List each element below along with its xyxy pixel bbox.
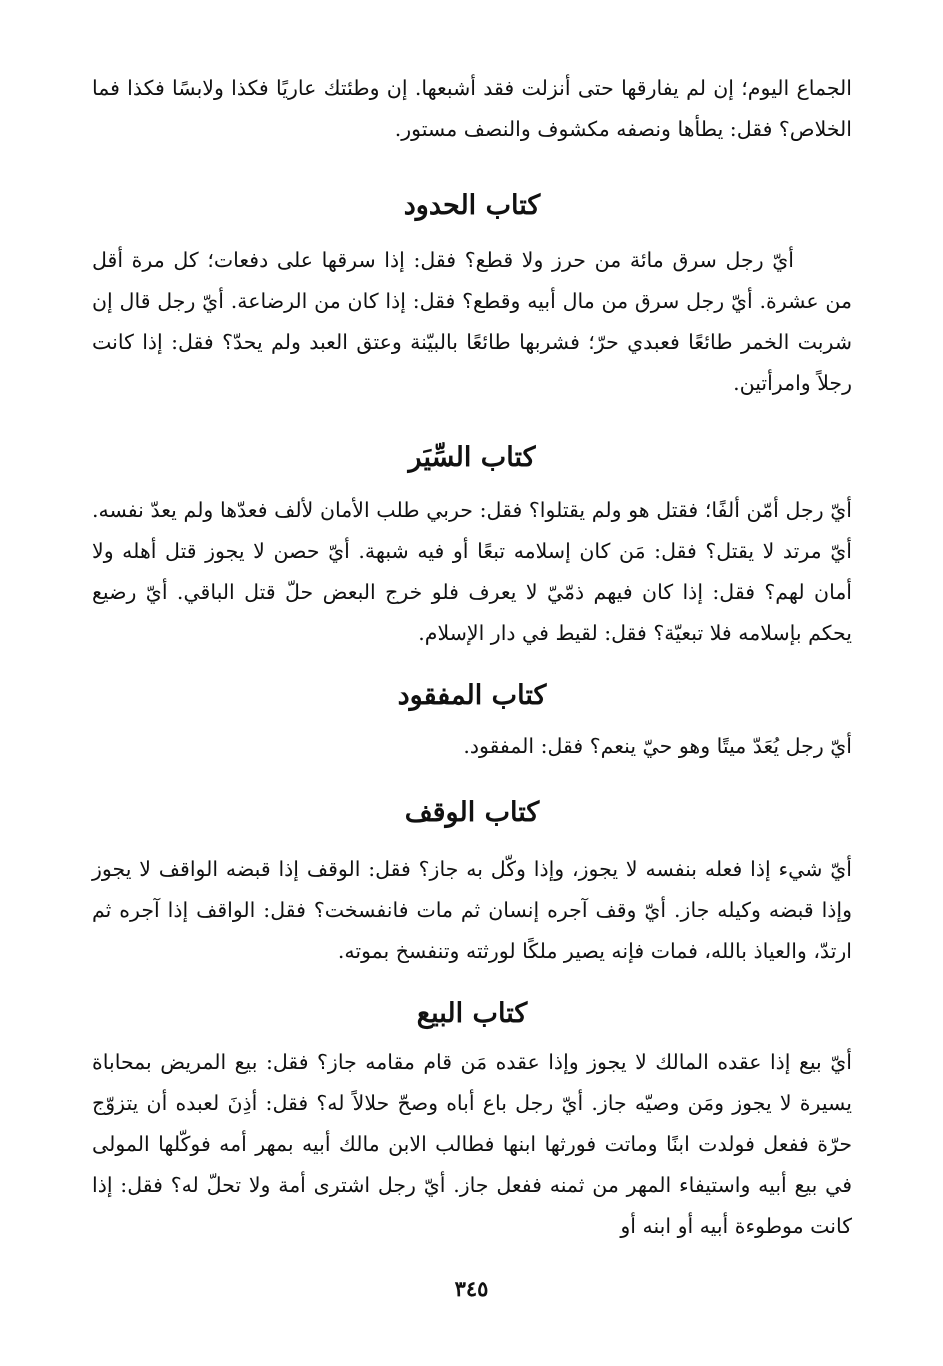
heading-kitab-al-mafqud: كتاب المفقود xyxy=(397,680,547,711)
heading-kitab-al-siyar: كتاب السِّيَر xyxy=(408,442,536,473)
paragraph-continuation: الجماع اليوم؛ إن لم يفارقها حتى أنزلت فقد أشبعها. إن وطئتك عاريًا فكذا ولابسًا فكذا فما الخلاص؟ فقل: يطأها ونصفه مكشوف والنصف مستور. xyxy=(92,76,852,141)
heading-kitab-al-waqf: كتاب الوقف xyxy=(404,797,540,828)
paragraph-siyar: أيّ رجل أمّن ألفًا؛ فقتل هو ولم يقتلوا؟ فقل: حربي طلب الأمان لألف فعدّها ولم يعدّ نفسه. أيّ مرتد لا يقتل؟ فقل: مَن كان إسلامه تبعًا أو فيه شبهة. أيّ حصن لا يجوز قتل أهله ولا أمان لهم؟ فقل: إذا كان فيهم ذمّيّ لا يعرف فلو خرج البعض حلّ قتل الباقي. أيّ رضيع يحكم بإسلامه فلا تبعيّة؟ فقل: لقيط في دار الإسلام. xyxy=(92,498,852,645)
paragraph-mafqud: أيّ رجل يُعَدّ ميتًا وهو حيّ ينعم؟ فقل: المفقود. xyxy=(463,734,852,758)
paragraph-hudud: أيّ رجل سرق مائة من حرز ولا قطع؟ فقل: إذا سرقها على دفعات؛ كل مرة أقل من عشرة. أيّ رجل سرق من مال أبيه وقطع؟ فقل: إذا كان من الرضاعة. أيّ رجل قال إن شربت الخمر طائعًا فعبدي حرّ؛ فشربها طائعًا بالبيّنة وعتق العبد ولم يحدّ؟ فقل: إذا كانت رجلاً وامرأتين. xyxy=(92,248,852,395)
paragraph-waqf: أيّ شيء إذا فعله بنفسه لا يجوز، وإذا وكّل به جاز؟ فقل: الوقف إذا قبضه الواقف لا يجوز وإذا قبضه وكيله جاز. أيّ وقف آجره إنسان ثم مات فانفسخت؟ فقل: الواقف إذا آجره ثم ارتدّ، والعياذ بالله، فمات فإنه يصير ملكًا لورثته وتنفسخ بموته. xyxy=(92,857,852,963)
paragraph-bay: أيّ بيع إذا عقده المالك لا يجوز وإذا عقده مَن قام مقامه جاز؟ فقل: بيع المريض بمحاباة يسيرة لا يجوز ومَن وصيّه جاز. أيّ رجل باع أباه وصحّ حلالاً له؟ فقل: أذِنَ لعبده أن يتزوّج حرّة ففعل فولدت ابنًا وماتت فورثها ابنها فطالب الابن مالك أبيه بمهر أمه فوكّلها المولى في بيع أبيه واستيفاء المهر من ثمنه ففعل جاز. أيّ رجل اشترى أمة ولا تحلّ له؟ فقل: إذا كانت موطوءة أبيه أو ابنه أو xyxy=(92,1050,852,1238)
page-content xyxy=(92,68,852,1247)
page-number: ٣٤٥ xyxy=(454,1276,489,1301)
heading-kitab-al-hudud: كتاب الحدود xyxy=(403,190,541,221)
heading-kitab-al-bay: كتاب البيع xyxy=(416,998,528,1029)
